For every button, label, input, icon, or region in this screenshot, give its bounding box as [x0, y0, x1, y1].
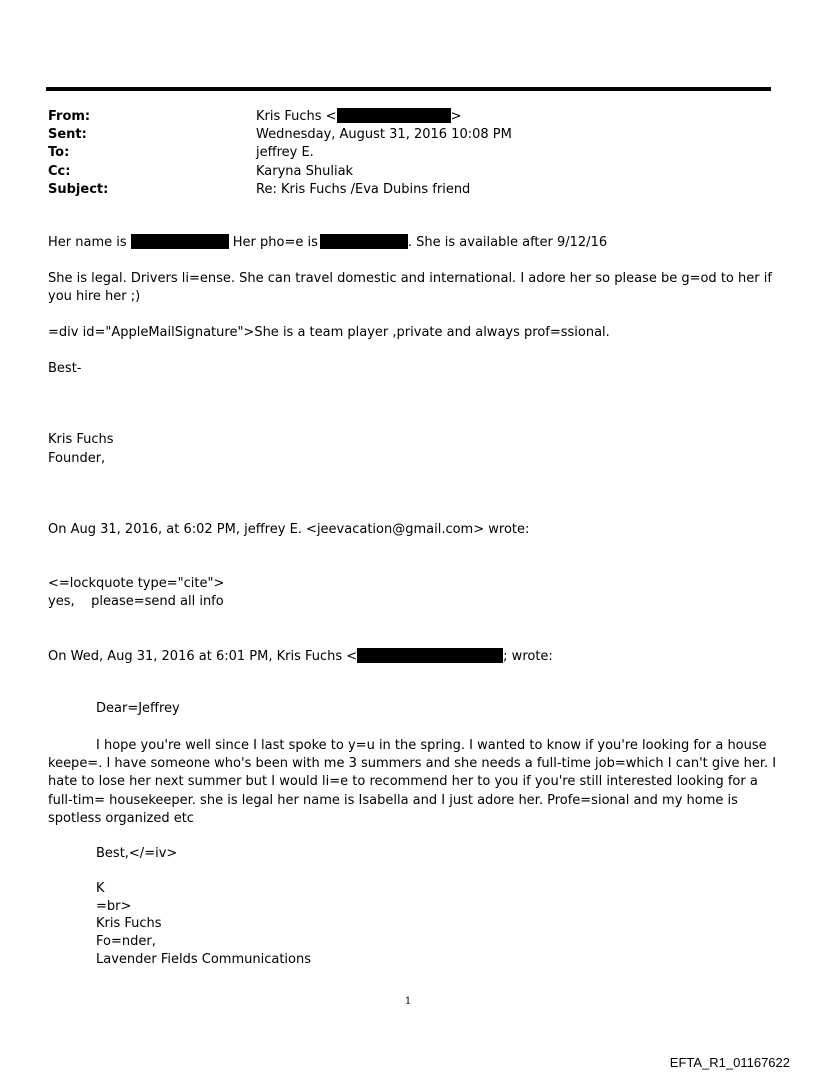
initial: K	[96, 881, 105, 896]
quote-header-1: On Aug 31, 2016, at 6:02 PM, jeffrey E. <jeevacation@gmail.com> wrote:	[48, 522, 530, 537]
to-label: To:	[48, 145, 70, 161]
from-name: Kris Fuchs <	[256, 109, 337, 124]
quote-header-2-prefix: On Wed, Aug 31, 2016 at 6:01 PM, Kris Fuchs <	[48, 649, 358, 664]
blockquote-tag: <=lockquote type="cite">	[48, 576, 225, 591]
signature2-company: Lavender Fields Communications	[96, 952, 312, 967]
quote-header-2-suffix: ; wrote:	[503, 649, 553, 664]
signature-title: Founder,	[48, 451, 106, 466]
sent-label: Sent:	[48, 127, 87, 143]
to-value: jeffrey E.	[256, 145, 314, 161]
signature-name: Kris Fuchs	[48, 432, 114, 447]
phone-label: Her pho=e is	[228, 235, 318, 250]
redaction-bar	[131, 234, 229, 249]
document-id: EFTA_R1_01167622	[669, 1055, 790, 1070]
header-rule	[46, 87, 771, 91]
from-close: >	[450, 109, 462, 124]
quote-header-2	[48, 648, 773, 666]
subject-value: Re: Kris Fuchs /Eva Dubins friend	[256, 181, 471, 197]
sent-value: Wednesday, August 31, 2016 10:08 PM	[256, 127, 512, 143]
body-paragraph-signature-div: =div id="AppleMailSignature">She is a team player ,private and always prof=ssional.	[48, 325, 610, 340]
subject-label: Subject:	[48, 181, 109, 197]
redaction-bar	[357, 648, 503, 663]
body-best: Best-	[48, 361, 82, 376]
cc-label: Cc:	[48, 163, 71, 179]
letter-body: I hope you're well since I last spoke to y=u in the spring. I wanted to know if you're looking for a house keepe=. I have someone who's been with me 3 summers and she needs a full-time job=which I can't give her. I hate to lose her next summer but I would li=e to recommend her to you if you're still interested looking for a full-tim= housekeeper. she is legal her name is Isabella and I just adore her. Profe=sional and my home is spotless organized etc	[48, 738, 777, 826]
signature2-title: Fo=nder,	[96, 934, 156, 949]
cc-value: Karyna Shuliak	[256, 163, 354, 179]
reply-text: yes, please=send all info	[48, 594, 224, 609]
closing: Best,</=iv>	[96, 846, 178, 861]
redaction-bar	[320, 234, 408, 249]
greeting: Dear=Jeffrey	[96, 701, 180, 716]
page-number: 1	[404, 996, 412, 1007]
from-label: From:	[48, 109, 91, 124]
signature2-name: Kris Fuchs	[96, 916, 162, 931]
availability-text: . She is available after 9/12/16	[407, 235, 608, 250]
body-line-name-phone	[48, 234, 773, 252]
redaction-bar	[337, 108, 451, 123]
br-tag: =br>	[96, 899, 132, 914]
name-label: Her name is	[48, 235, 127, 250]
body-paragraph-legal: She is legal. Drivers li=ense. She can travel domestic and international. I adore her so please be g=od to her if you hire her ;)	[48, 271, 772, 305]
